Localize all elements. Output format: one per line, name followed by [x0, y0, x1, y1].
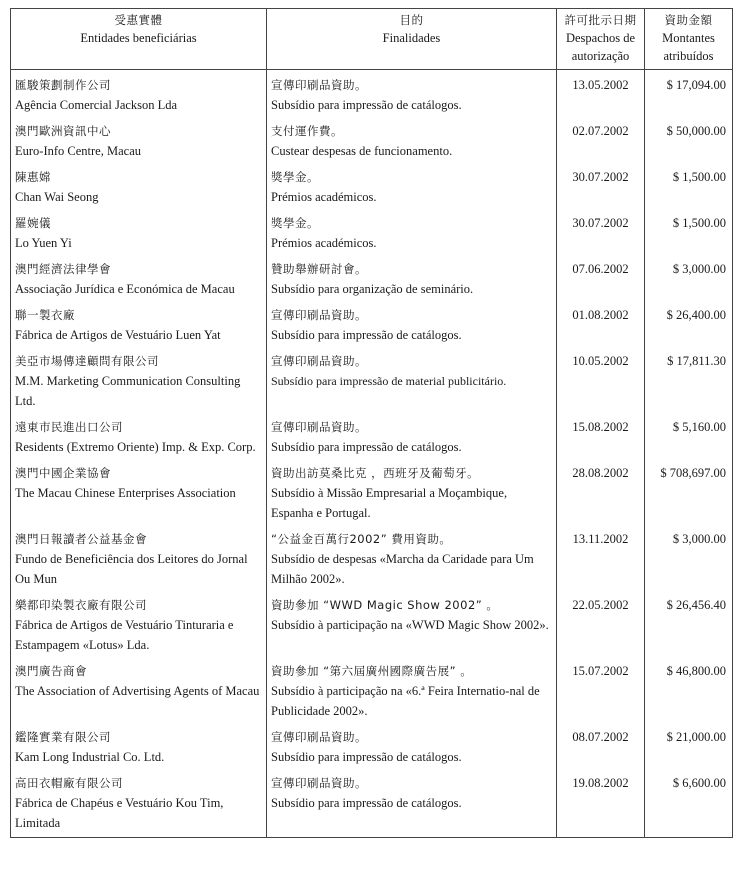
purpose-pt: Custear despesas de funcionamento. — [271, 144, 453, 158]
purpose-cell — [267, 463, 557, 529]
subsidies-table — [10, 8, 733, 838]
date-cell: 13.05.2002 — [557, 70, 645, 122]
entity-pt: Associação Jurídica e Económica de Macau — [15, 282, 235, 296]
header-date — [557, 9, 645, 70]
purpose-pt: Subsídio à participação na «6.ª Feira Internatio-nal de Publicidade 2002». — [271, 684, 540, 718]
purpose-pt: Subsídio para impressão de catálogos. — [271, 328, 462, 342]
purpose-zh: “公益金百萬行2002” 費用資助。 — [271, 532, 452, 546]
purpose-pt: Prémios académicos. — [271, 236, 377, 250]
entity-pt: Fábrica de Chapéus e Vestuário Kou Tim, Limitada — [15, 796, 224, 830]
purpose-cell — [267, 595, 557, 661]
entity-zh: 聯一製衣廠 — [15, 308, 75, 322]
purpose-cell — [267, 167, 557, 213]
date-cell: 01.08.2002 — [557, 305, 645, 351]
purpose-zh: 宣傳印刷品資助。 — [271, 78, 367, 92]
amount-cell: $ 21,000.00 — [645, 727, 733, 773]
purpose-zh: 支付運作費。 — [271, 124, 343, 138]
entity-pt: Fábrica de Artigos de Vestuário Tinturaria e Estampagem «Lotus» Lda. — [15, 618, 234, 652]
purpose-cell — [267, 70, 557, 122]
entity-cell — [11, 417, 267, 463]
entity-zh: 澳門廣告商會 — [15, 664, 87, 678]
table-row — [11, 259, 733, 305]
header-entity — [11, 9, 267, 70]
date-cell: 07.06.2002 — [557, 259, 645, 305]
amount-cell: $ 17,811.30 — [645, 351, 733, 417]
entity-cell — [11, 529, 267, 595]
header-purpose-pt: Finalidades — [382, 31, 441, 45]
header-amount — [645, 9, 733, 70]
purpose-cell — [267, 121, 557, 167]
table-row — [11, 305, 733, 351]
amount-cell: $ 708,697.00 — [645, 463, 733, 529]
entity-cell — [11, 305, 267, 351]
entity-pt: Kam Long Industrial Co. Ltd. — [15, 750, 165, 764]
purpose-cell — [267, 727, 557, 773]
purpose-pt: Subsídio para impressão de catálogos. — [271, 796, 462, 810]
entity-cell — [11, 351, 267, 417]
table-header-row — [11, 9, 733, 70]
purpose-zh: 宣傳印刷品資助。 — [271, 354, 367, 368]
entity-pt: The Macau Chinese Enterprises Association — [15, 486, 236, 500]
amount-cell: $ 17,094.00 — [645, 70, 733, 122]
entity-pt: Residents (Extremo Oriente) Imp. & Exp. Corp. — [15, 440, 256, 454]
entity-cell — [11, 661, 267, 727]
purpose-pt: Subsídio para impressão de catálogos. — [271, 750, 462, 764]
header-amount-pt: Montantes atribuídos — [662, 31, 715, 63]
table-row — [11, 70, 733, 122]
purpose-zh: 宣傳印刷品資助。 — [271, 730, 367, 744]
date-cell: 30.07.2002 — [557, 213, 645, 259]
amount-cell: $ 26,456.40 — [645, 595, 733, 661]
purpose-zh: 獎學金。 — [271, 170, 319, 184]
purpose-cell — [267, 351, 557, 417]
entity-zh: 澳門日報讀者公益基金會 — [15, 532, 147, 546]
header-purpose-zh: 目的 — [399, 13, 424, 27]
purpose-pt: Subsídio à participação na «WWD Magic Show 2002». — [271, 618, 549, 632]
table-row — [11, 213, 733, 259]
header-amount-zh: 資助金額 — [664, 13, 713, 27]
entity-pt: Agência Comercial Jackson Lda — [15, 98, 178, 112]
entity-zh: 鑑隆實業有限公司 — [15, 730, 111, 744]
entity-zh: 羅婉儀 — [15, 216, 51, 230]
header-entity-pt: Entidades beneficiárias — [80, 31, 197, 45]
amount-cell: $ 50,000.00 — [645, 121, 733, 167]
date-cell: 02.07.2002 — [557, 121, 645, 167]
entity-zh: 匯駿策劃制作公司 — [15, 78, 111, 92]
amount-cell: $ 3,000.00 — [645, 529, 733, 595]
date-cell: 28.08.2002 — [557, 463, 645, 529]
date-cell: 19.08.2002 — [557, 773, 645, 838]
entity-pt: Euro-Info Centre, Macau — [15, 144, 141, 158]
date-cell: 10.05.2002 — [557, 351, 645, 417]
date-cell: 13.11.2002 — [557, 529, 645, 595]
amount-cell: $ 46,800.00 — [645, 661, 733, 727]
entity-zh: 澳門經濟法律學會 — [15, 262, 111, 276]
entity-cell — [11, 727, 267, 773]
entity-cell — [11, 595, 267, 661]
purpose-zh: 資助參加 “第六屆廣州國際廣告展” 。 — [271, 664, 473, 678]
entity-pt: Chan Wai Seong — [15, 190, 99, 204]
date-cell: 30.07.2002 — [557, 167, 645, 213]
table-row — [11, 417, 733, 463]
entity-cell — [11, 773, 267, 838]
purpose-pt: Subsídio para impressão de material publicitário. — [271, 374, 507, 388]
entity-cell — [11, 70, 267, 122]
header-entity-zh: 受惠實體 — [114, 13, 163, 27]
purpose-pt: Subsídio para impressão de catálogos. — [271, 98, 462, 112]
table-row — [11, 463, 733, 529]
table-row — [11, 661, 733, 727]
entity-zh: 高田衣帽廠有限公司 — [15, 776, 123, 790]
table-row — [11, 727, 733, 773]
purpose-cell — [267, 773, 557, 838]
date-cell: 15.08.2002 — [557, 417, 645, 463]
header-date-zh: 許可批示日期 — [564, 13, 637, 27]
amount-cell: $ 5,160.00 — [645, 417, 733, 463]
header-purpose — [267, 9, 557, 70]
table-row — [11, 167, 733, 213]
date-cell: 22.05.2002 — [557, 595, 645, 661]
entity-cell — [11, 121, 267, 167]
purpose-zh: 資助出訪莫桑比克 ，西班牙及葡萄牙。 — [271, 466, 480, 480]
purpose-zh: 宣傳印刷品資助。 — [271, 420, 367, 434]
table-row — [11, 121, 733, 167]
purpose-zh: 宣傳印刷品資助。 — [271, 308, 367, 322]
entity-zh: 陳惠嫦 — [15, 170, 51, 184]
purpose-pt: Subsídio para impressão de catálogos. — [271, 440, 462, 454]
purpose-cell — [267, 661, 557, 727]
entity-pt: The Association of Advertising Agents of Macau — [15, 684, 260, 698]
purpose-cell — [267, 305, 557, 351]
amount-cell: $ 26,400.00 — [645, 305, 733, 351]
entity-cell — [11, 259, 267, 305]
entity-zh: 美亞市場傳達顧問有限公司 — [15, 354, 159, 368]
entity-cell — [11, 213, 267, 259]
entity-zh: 澳門歐洲資訊中心 — [15, 124, 111, 138]
purpose-zh: 資助參加 “WWD Magic Show 2002” 。 — [271, 598, 499, 612]
entity-pt: Fundo de Beneficiência dos Leitores do Jornal Ou Mun — [15, 552, 248, 586]
entity-pt: Fábrica de Artigos de Vestuário Luen Yat — [15, 328, 221, 342]
purpose-pt: Subsídio para organização de seminário. — [271, 282, 474, 296]
amount-cell: $ 1,500.00 — [645, 213, 733, 259]
document-page — [10, 8, 732, 838]
table-row — [11, 529, 733, 595]
table-row — [11, 351, 733, 417]
purpose-pt: Prémios académicos. — [271, 190, 377, 204]
purpose-pt: Subsídio de despesas «Marcha da Caridade para Um Milhão 2002». — [271, 552, 534, 586]
purpose-cell — [267, 529, 557, 595]
purpose-pt: Subsídio à Missão Empresarial a Moçambique, Espanha e Portugal. — [271, 486, 508, 520]
purpose-zh: 贊助舉辦研討會。 — [271, 262, 367, 276]
amount-cell: $ 3,000.00 — [645, 259, 733, 305]
amount-cell: $ 1,500.00 — [645, 167, 733, 213]
purpose-cell — [267, 259, 557, 305]
table-row — [11, 595, 733, 661]
amount-cell: $ 6,600.00 — [645, 773, 733, 838]
purpose-cell — [267, 213, 557, 259]
purpose-cell — [267, 417, 557, 463]
entity-pt: M.M. Marketing Communication Consulting Ltd. — [15, 374, 241, 408]
table-row — [11, 773, 733, 838]
date-cell: 08.07.2002 — [557, 727, 645, 773]
entity-cell — [11, 167, 267, 213]
purpose-zh: 獎學金。 — [271, 216, 319, 230]
entity-pt: Lo Yuen Yi — [15, 236, 72, 250]
entity-zh: 樂都印染製衣廠有限公司 — [15, 598, 147, 612]
entity-cell — [11, 463, 267, 529]
entity-zh: 遠東市民進出口公司 — [15, 420, 123, 434]
date-cell: 15.07.2002 — [557, 661, 645, 727]
purpose-zh: 宣傳印刷品資助。 — [271, 776, 367, 790]
header-date-pt: Despachos de autorização — [565, 31, 636, 63]
entity-zh: 澳門中國企業協會 — [15, 466, 111, 480]
